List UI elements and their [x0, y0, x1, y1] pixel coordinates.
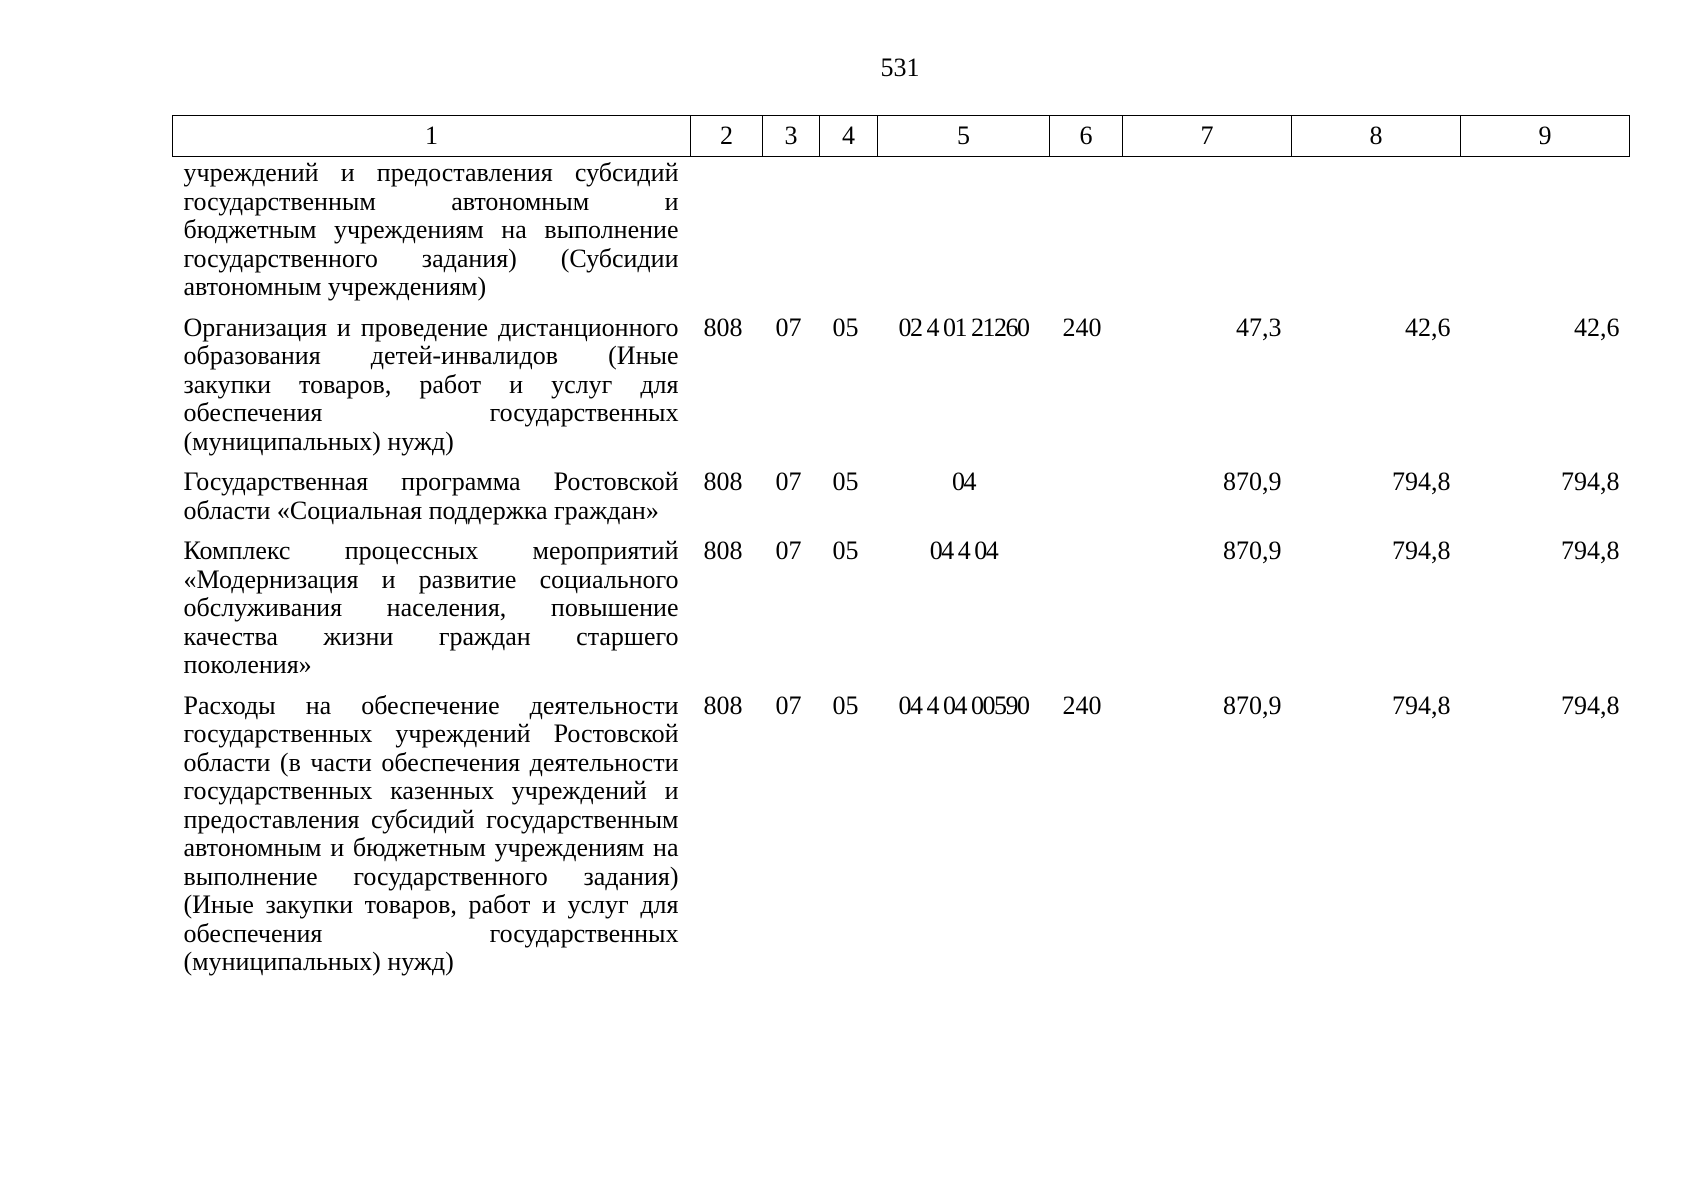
cell-ministry: 808	[703, 536, 743, 565]
cell-amount-col9: 794,8	[1561, 467, 1620, 496]
cell-subsection: 05	[832, 467, 859, 496]
row-name: Организация и проведение дистанционного образования детей-инвалидов (Иные закупки товаров, работ и услуг для обеспечения государственных (муниципальных) нужд)	[183, 312, 679, 456]
cell-amount-col9: 794,8	[1561, 690, 1620, 720]
cell-section: 07	[775, 536, 802, 565]
cell-expense-type: 240	[1062, 690, 1102, 720]
column-header: 4	[820, 116, 878, 157]
page-number: 531	[880, 53, 920, 82]
cell-ministry: 808	[703, 690, 743, 720]
cell-amount-col8	[1292, 157, 1461, 314]
cell-section: 07	[775, 467, 802, 496]
cell-amount-col7: 47,3	[1236, 312, 1282, 342]
column-header: 6	[1050, 116, 1123, 157]
cell-target-article: 04 4 04	[929, 536, 998, 565]
row-name: Государственная программа Ростовской области «Социальная поддержка граждан»	[183, 467, 679, 525]
cell-subsection	[820, 157, 878, 314]
cell-amount-col9	[1461, 157, 1630, 314]
cell-subsection: 05	[832, 536, 859, 565]
cell-amount-col9: 42,6	[1574, 312, 1620, 342]
cell-section: 07	[775, 312, 802, 342]
column-numbers-row	[173, 116, 1630, 157]
cell-amount-col8: 794,8	[1392, 536, 1451, 565]
cell-ministry	[691, 157, 763, 314]
row-name: Комплекс процессных мероприятий «Модернизация и развитие социального обслуживания населения, повышение качества жизни граждан старшего поколения»	[183, 536, 679, 679]
table-row	[173, 468, 1630, 537]
column-header: 1	[173, 116, 691, 157]
column-header: 3	[763, 116, 820, 157]
budget-table	[172, 115, 1630, 977]
table-header	[173, 116, 1630, 157]
cell-amount-col7: 870,9	[1223, 536, 1282, 565]
cell-expense-type	[1050, 468, 1123, 537]
cell-target-article: 04	[952, 467, 975, 496]
cell-ministry: 808	[703, 312, 743, 342]
cell-subsection: 05	[832, 312, 859, 342]
cell-ministry: 808	[703, 467, 743, 496]
column-header: 2	[691, 116, 763, 157]
cell-amount-col7: 870,9	[1223, 690, 1282, 720]
table-row	[173, 537, 1630, 692]
cell-target-article: 02 4 01 21260	[898, 312, 1029, 342]
cell-section: 07	[775, 690, 802, 720]
row-name: Расходы на обеспечение деятельности государственных учреждений Ростовской области (в части обеспечения деятельности государственных казенных учреждений и предоставления субсидий государственным автономным и бюджетным учреждениям на выполнение государственного задания) (Иные закупки товаров, работ и услуг для обеспечения государственных (муниципальных) нужд)	[183, 690, 679, 976]
column-header: 8	[1292, 116, 1461, 157]
table-body	[173, 157, 1630, 977]
table-row	[173, 314, 1630, 469]
cell-expense-type	[1050, 157, 1123, 314]
cell-amount-col9: 794,8	[1561, 536, 1620, 565]
cell-amount-col7: 870,9	[1223, 467, 1282, 496]
row-name: учреждений и предоставления субсидий государственным автономным и бюджетным учреждениям на выполнение государственного задания) (Субсидии автономным учреждениям)	[183, 158, 679, 301]
cell-subsection: 05	[832, 690, 859, 720]
cell-section	[763, 157, 820, 314]
cell-amount-col8: 42,6	[1405, 312, 1451, 342]
column-header: 9	[1461, 116, 1630, 157]
cell-amount-col8: 794,8	[1392, 690, 1451, 720]
table-row	[173, 692, 1630, 977]
cell-amount-col7	[1123, 157, 1292, 314]
cell-target-article: 04 4 04 00590	[898, 690, 1029, 720]
cell-expense-type	[1050, 537, 1123, 692]
cell-expense-type: 240	[1062, 312, 1102, 342]
column-header: 5	[878, 116, 1050, 157]
table-row	[173, 157, 1630, 314]
column-header: 7	[1123, 116, 1292, 157]
cell-target-article	[878, 157, 1050, 314]
cell-amount-col8: 794,8	[1392, 467, 1451, 496]
